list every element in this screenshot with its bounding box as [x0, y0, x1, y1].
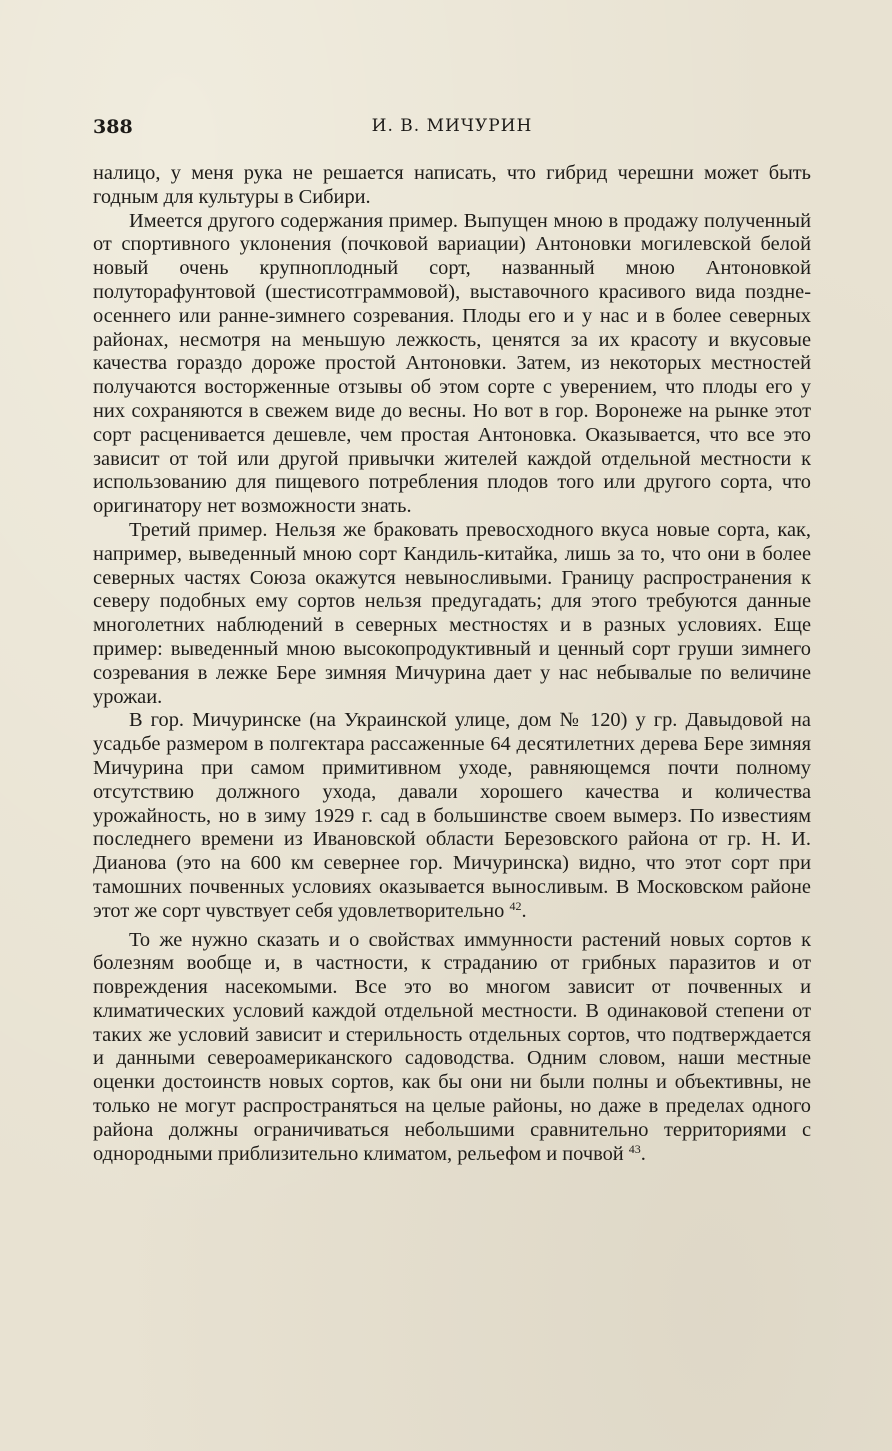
running-head: И. В. МИЧУРИН: [371, 116, 533, 136]
paragraph: Третий пример. Нельзя же браковать превосходного вкуса новые сорта, как, например, выведенный мною сорт Кандиль-китайка, лишь за то, что они в более северных частях Союза окажутся невыносливыми. Границу распространения к северу подобных ему сортов нельзя предугадать; для этого требуются данные многолетних наблюдений в северных местностях и в разных условиях. Еще пример: выведенный мною высокопродуктивный и ценный сорт груши зимнего созревания в лежке Бере зимняя Мичурина дает у нас небывалые по величине урожаи.: [93, 518, 811, 708]
paragraph: Имеется другого содержания пример. Выпущен мною в продажу полученный от спортивного уклонения (почковой вариации) Антоновки могилевской белой новый очень крупноплодный сорт, названный мною Антоновкой полуторафунтовой (шестисотграммовой), выставочного красивого вида поздне-осеннего или ранне-зимнего созревания. Плоды его и у нас и в более северных районах, несмотря на меньшую лежкость, ценятся за их красоту и вкусовые качества гораздо дороже простой Антоновки. Затем, из некоторых местностей получаются восторженные отзывы об этом сорте с уверением, что плоды его у них сохраняются в свежем виде до весны. Но вот в гор. Воронеже на рынке этот сорт расценивается дешевле, чем простая Антоновка. Оказывается, что все это зависит от той или другой привычки жителей каждой отдельной местности к использованию для пищевого потребления плодов того или другого сорта, что оригинатору нет возможности знать.: [93, 209, 811, 518]
footnote-ref: $^{42}$.: [509, 898, 527, 922]
paragraph: То же нужно сказать и о свойствах иммунности растений новых сортов к болезням вообще и, в частности, к страданию от грибных паразитов и от повреждения насекомыми. Все это во многом зависит от почвенных и климатических условий каждой отдельной местности. В одинаковой степени от таких же условий зависит и стерильность отдельных сортов, что подтверждается и данными североамериканского садоводства. Одним словом, наши местные оценки достоинств новых сортов, как бы они ни были полны и объективны, не только не могут распространяться на целые районы, но даже в пределах одного района должны ограничиваться небольшими сравнительно территориями с однородными приблизительно климатом, рельефом и почвой $^{43}$.: [93, 928, 811, 1165]
footnote-ref: $^{43}$.: [628, 1141, 646, 1165]
paragraph: В гор. Мичуринске (на Украинской улице, дом № 120) у гр. Давыдовой на усадьбе размером в полгектара рассаженные 64 десятилетних дерева Бере зимняя Мичурина при самом примитивном уходе, равняющемся почти полному отсутствию должного ухода, давали хорошего качества и количества урожайность, но в зиму 1929 г. сад в большинстве своем вымерз. По известиям последнего времени из Ивановской области Березовского района от гр. Н. И. Дианова (это на 600 км севернее гор. Мичуринска) видно, что этот сорт при тамошних почвенных условиях оказывается выносливым. В Московском районе этот же сорт чувствует себя удовлетворительно $^{42}$.: [93, 709, 811, 922]
page-header: [93, 116, 811, 142]
paragraph: налицо, у меня рука не решается написать, что гибрид черешни может быть годным для культуры в Сибири.: [93, 162, 811, 208]
body-text: [93, 162, 811, 1166]
page-number: 388: [93, 116, 133, 138]
